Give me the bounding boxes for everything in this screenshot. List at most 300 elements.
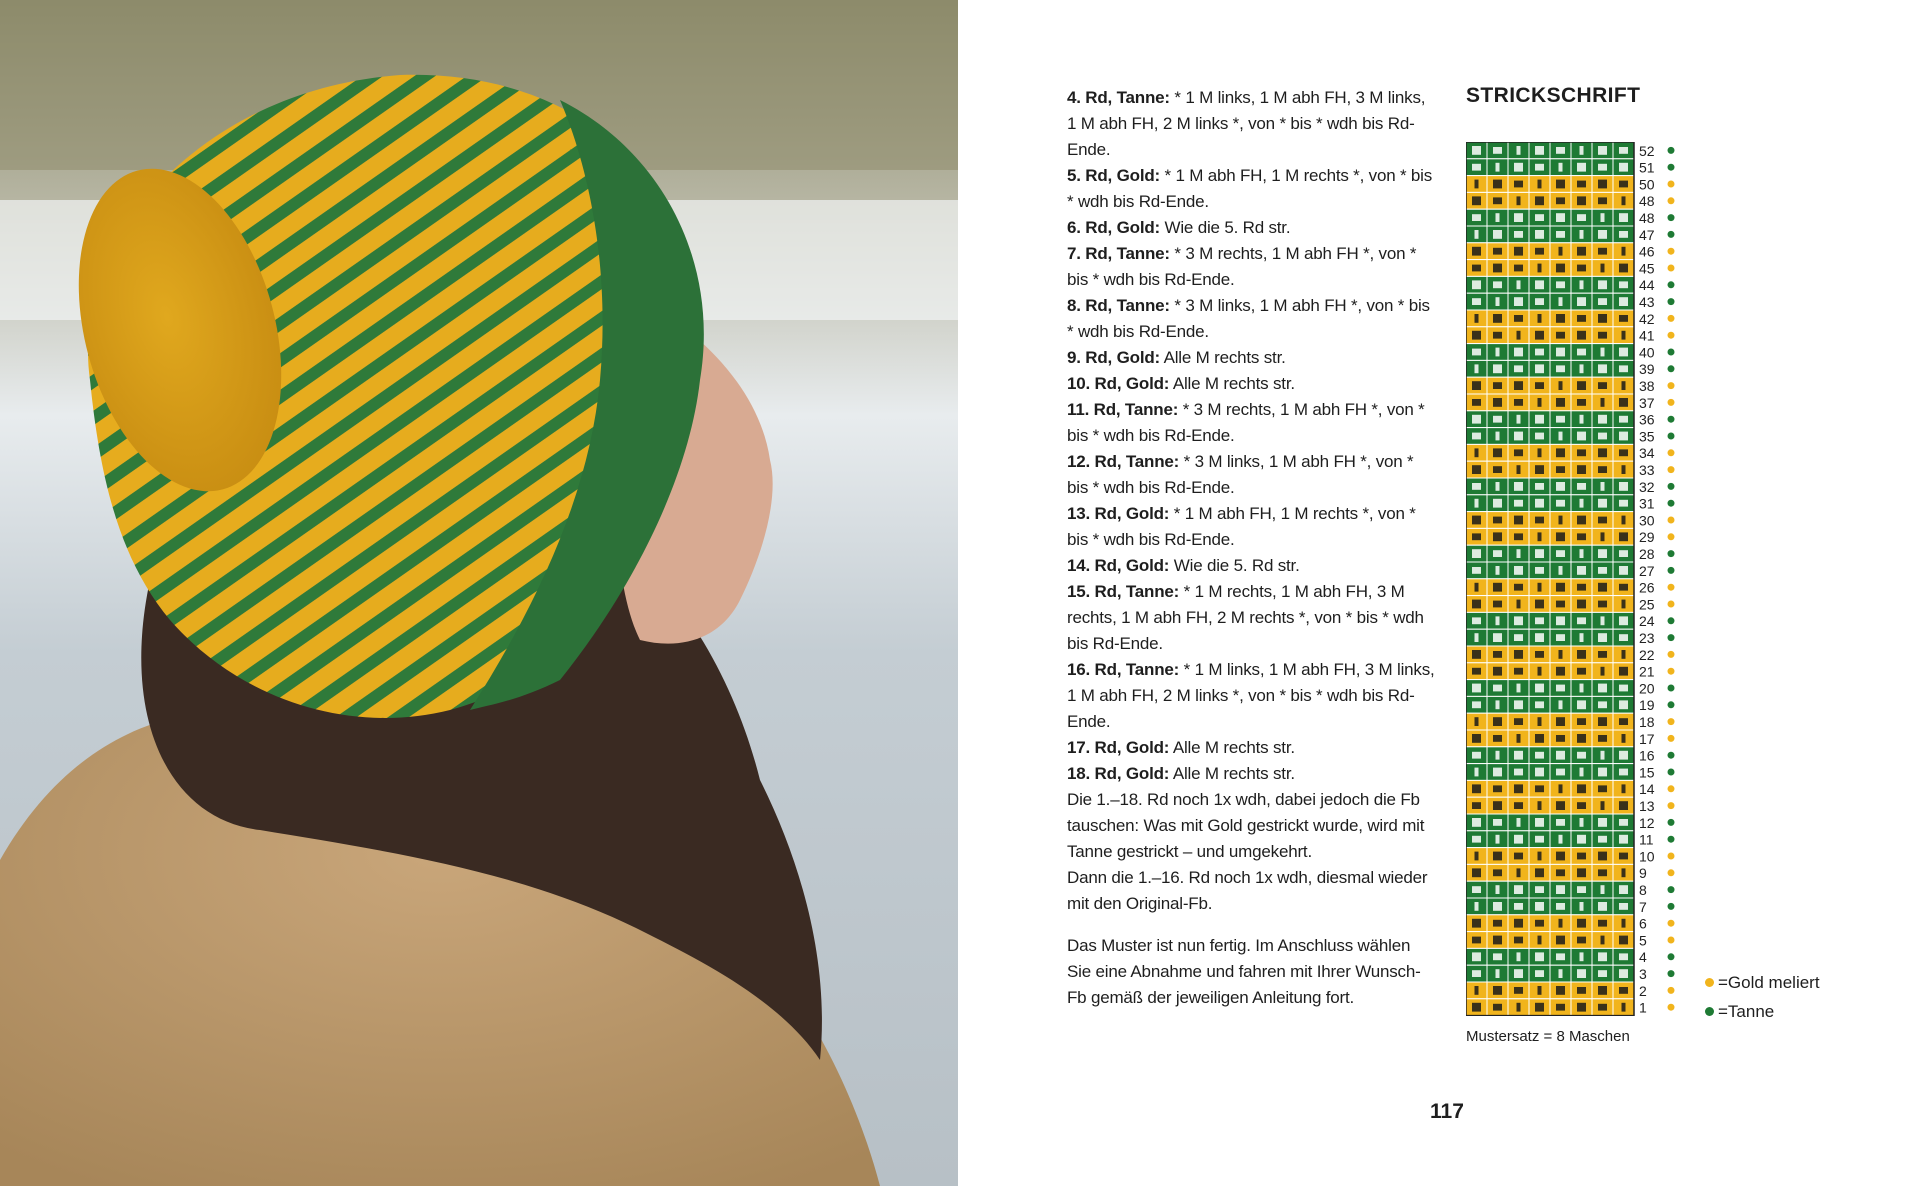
- stitch-symbol: [1619, 432, 1628, 441]
- stitch-symbol: [1577, 516, 1586, 525]
- stitch-symbol: [1601, 616, 1605, 625]
- row-color-dot: [1668, 265, 1675, 272]
- row-color-dot: [1668, 617, 1675, 624]
- stitch-symbol: [1556, 416, 1565, 423]
- stitch-symbol: [1619, 297, 1628, 306]
- stitch-symbol: [1577, 214, 1586, 221]
- stitch-symbol: [1556, 550, 1565, 557]
- stitch-symbol: [1493, 466, 1502, 473]
- repeat-label: Mustersatz = 8 Maschen: [1466, 1028, 1630, 1045]
- stitch-symbol: [1619, 416, 1628, 423]
- row-color-dot: [1668, 533, 1675, 540]
- legend-label: =Gold meliert: [1718, 973, 1820, 992]
- stitch-symbol: [1517, 734, 1521, 743]
- instruction-text: Alle M rechts str.: [1169, 374, 1295, 393]
- instruction-text: * 1 M rechts, 1 M abh FH, 3 M rechts, 1 M abh FH, 2 M rechts *, von * bis * wdh bis Rd-Ende.: [1067, 582, 1424, 653]
- stitch-symbol: [1472, 399, 1481, 406]
- row-color-dot: [1668, 651, 1675, 658]
- stitch-symbol: [1619, 550, 1628, 557]
- stitch-symbol: [1535, 633, 1544, 642]
- stitch-symbol: [1559, 163, 1563, 172]
- stitch-symbol: [1496, 616, 1500, 625]
- stitch-symbol: [1472, 280, 1481, 289]
- stitch-symbol: [1535, 146, 1544, 155]
- instruction-row: [1067, 449, 1437, 501]
- stitch-symbol: [1619, 718, 1628, 725]
- stitch-symbol: [1577, 265, 1586, 272]
- stitch-symbol: [1493, 382, 1502, 389]
- stitch-symbol: [1535, 886, 1544, 893]
- stitch-symbol: [1493, 364, 1502, 373]
- stitch-symbol: [1475, 448, 1479, 457]
- stitch-symbol: [1580, 902, 1584, 911]
- stitch-symbol: [1472, 919, 1481, 928]
- row-color-dot: [1668, 248, 1675, 255]
- stitch-symbol: [1619, 398, 1628, 407]
- instruction-row: [1067, 215, 1437, 241]
- stitch-symbol: [1496, 700, 1500, 709]
- closing-paragraph: Das Muster ist nun fertig. Im Anschluss wählen Sie eine Abnahme und fahren mit Ihrer Wunsch-Fb gemäß der jeweiligen Anleitung fort.: [1067, 936, 1421, 1007]
- stitch-symbol: [1598, 735, 1607, 742]
- stitch-symbol: [1598, 818, 1607, 827]
- stitch-symbol: [1496, 969, 1500, 978]
- stitch-symbol: [1556, 667, 1565, 676]
- stitch-symbol: [1577, 937, 1586, 944]
- stitch-symbol: [1514, 802, 1523, 809]
- stitch-symbol: [1535, 768, 1544, 777]
- stitch-symbol: [1622, 919, 1626, 928]
- row-number: 41: [1639, 327, 1655, 344]
- row-number: 36: [1639, 411, 1655, 428]
- stitch-symbol: [1598, 902, 1607, 911]
- stitch-symbol: [1577, 919, 1586, 928]
- stitch-symbol: [1493, 264, 1502, 273]
- stitch-symbol: [1556, 751, 1565, 760]
- stitch-symbol: [1514, 265, 1523, 272]
- stitch-symbol: [1517, 196, 1521, 205]
- stitch-symbol: [1580, 818, 1584, 827]
- stitch-symbol: [1556, 903, 1565, 910]
- stitch-symbol: [1472, 465, 1481, 474]
- stitch-symbol: [1493, 197, 1502, 204]
- stitch-symbol: [1472, 164, 1481, 171]
- stitch-symbol: [1598, 651, 1607, 658]
- stitch-symbol: [1556, 500, 1565, 507]
- stitch-symbol: [1535, 920, 1544, 927]
- stitch-symbol: [1559, 566, 1563, 575]
- stitch-symbol: [1577, 600, 1586, 609]
- stitch-symbol: [1559, 381, 1563, 390]
- stitch-symbol: [1598, 517, 1607, 524]
- row-number: 44: [1639, 277, 1655, 294]
- instruction-text: Wie die 5. Rd str.: [1169, 556, 1300, 575]
- stitch-symbol: [1577, 432, 1586, 441]
- row-color-dot: [1668, 500, 1675, 507]
- stitch-symbol: [1475, 986, 1479, 995]
- stitch-symbol: [1601, 936, 1605, 945]
- legend-item-green: [1705, 997, 1820, 1026]
- instruction-row: [1067, 501, 1437, 553]
- stitch-symbol: [1619, 751, 1628, 760]
- stitch-symbol: [1619, 801, 1628, 810]
- stitch-symbol: [1472, 701, 1481, 708]
- row-number: 10: [1639, 848, 1655, 865]
- stitch-symbol: [1577, 566, 1586, 575]
- stitch-symbol: [1472, 196, 1481, 205]
- stitch-symbol: [1598, 601, 1607, 608]
- row-color-dot: [1668, 550, 1675, 557]
- stitch-symbol: [1598, 230, 1607, 239]
- instruction-text: * 3 M rechts, 1 M abh FH *, von * bis * wdh bis Rd-Ende.: [1067, 244, 1417, 289]
- stitch-symbol: [1514, 399, 1523, 406]
- instruction-row: [1067, 657, 1437, 735]
- stitch-symbol: [1601, 801, 1605, 810]
- stitch-symbol: [1493, 248, 1502, 255]
- stitch-symbol: [1493, 601, 1502, 608]
- stitch-symbol: [1619, 500, 1628, 507]
- stitch-symbol: [1559, 835, 1563, 844]
- stitch-symbol: [1619, 532, 1628, 541]
- stitch-symbol: [1601, 751, 1605, 760]
- row-color-dot: [1668, 752, 1675, 759]
- row-color-dot: [1668, 903, 1675, 910]
- stitch-symbol: [1535, 517, 1544, 524]
- stitch-symbol: [1598, 684, 1607, 693]
- row-color-dot: [1668, 953, 1675, 960]
- stitch-symbol: [1514, 315, 1523, 322]
- chart-legend: [1705, 968, 1820, 1026]
- stitch-symbol: [1559, 516, 1563, 525]
- stitch-symbol: [1535, 567, 1544, 574]
- row-number: 25: [1639, 596, 1655, 613]
- stitch-symbol: [1580, 549, 1584, 558]
- row-number: 15: [1639, 764, 1655, 781]
- stitch-symbol: [1619, 987, 1628, 994]
- stitch-symbol: [1598, 633, 1607, 642]
- stitch-symbol: [1559, 700, 1563, 709]
- stitch-symbol: [1577, 331, 1586, 340]
- stitch-symbol: [1514, 616, 1523, 625]
- row-color-dot: [1668, 416, 1675, 423]
- stitch-symbol: [1514, 297, 1523, 306]
- row-number: 39: [1639, 361, 1655, 378]
- stitch-symbol: [1535, 196, 1544, 205]
- stitch-symbol: [1493, 398, 1502, 407]
- row-number: 3: [1639, 966, 1647, 982]
- instruction-text: Wie die 5. Rd str.: [1159, 218, 1291, 237]
- row-number: 35: [1639, 428, 1655, 445]
- stitch-symbol: [1472, 617, 1481, 624]
- row-color-dot: [1668, 433, 1675, 440]
- stitch-symbol: [1472, 533, 1481, 540]
- stitch-symbol: [1619, 281, 1628, 288]
- stitch-symbol: [1535, 433, 1544, 440]
- stitch-symbol: [1475, 314, 1479, 323]
- stitch-symbol: [1598, 433, 1607, 440]
- row-number: 1: [1639, 999, 1647, 1016]
- stitch-symbol: [1556, 231, 1565, 238]
- stitch-symbol: [1514, 650, 1523, 659]
- row-color-dot: [1668, 836, 1675, 843]
- stitch-symbol: [1514, 500, 1523, 507]
- stitch-symbol: [1472, 600, 1481, 609]
- row-number: 34: [1639, 445, 1655, 462]
- stitch-symbol: [1577, 163, 1586, 172]
- row-number: 27: [1639, 562, 1655, 579]
- instruction-row: [1067, 85, 1437, 163]
- stitch-symbol: [1580, 952, 1584, 961]
- stitch-symbol: [1598, 466, 1607, 473]
- row-number: 33: [1639, 462, 1655, 478]
- stitch-symbol: [1535, 836, 1544, 843]
- row-color-dot: [1668, 701, 1675, 708]
- stitch-symbol: [1472, 952, 1481, 961]
- stitch-symbol: [1598, 499, 1607, 508]
- stitch-symbol: [1472, 1003, 1481, 1012]
- stitch-symbol: [1472, 734, 1481, 743]
- stitch-symbol: [1493, 448, 1502, 457]
- stitch-symbol: [1556, 466, 1565, 473]
- row-number: 7: [1639, 898, 1647, 915]
- row-color-dot: [1668, 668, 1675, 675]
- row-number: 23: [1639, 630, 1655, 646]
- stitch-symbol: [1619, 616, 1628, 625]
- instruction-label: 8. Rd, Tanne:: [1067, 296, 1170, 315]
- instruction-text: * 1 M abh FH, 1 M rechts *, von * bis * wdh bis Rd-Ende.: [1067, 166, 1433, 211]
- stitch-symbol: [1493, 920, 1502, 927]
- stitch-symbol: [1598, 701, 1607, 708]
- stitch-symbol: [1535, 298, 1544, 305]
- stitch-symbol: [1619, 700, 1628, 709]
- row-number: 43: [1639, 294, 1655, 310]
- hat-photo: [0, 0, 958, 1186]
- stitch-symbol: [1517, 549, 1521, 558]
- row-number: 31: [1639, 495, 1655, 512]
- instruction-row: [1067, 761, 1437, 787]
- stitch-symbol: [1472, 483, 1481, 490]
- stitch-symbol: [1556, 180, 1565, 189]
- stitch-symbol: [1514, 903, 1523, 910]
- stitch-symbol: [1496, 566, 1500, 575]
- stitch-symbol: [1535, 549, 1544, 558]
- stitch-symbol: [1514, 718, 1523, 725]
- stitch-symbol: [1598, 549, 1607, 558]
- stitch-symbol: [1619, 181, 1628, 188]
- stitch-symbol: [1577, 734, 1586, 743]
- row-color-dot: [1668, 466, 1675, 473]
- stitch-symbol: [1538, 667, 1542, 676]
- stitch-symbol: [1556, 869, 1565, 876]
- stitch-symbol: [1538, 314, 1542, 323]
- stitch-symbol: [1577, 886, 1586, 893]
- instruction-label: 11. Rd, Tanne:: [1067, 400, 1179, 419]
- stitch-symbol: [1472, 802, 1481, 809]
- stitch-symbol: [1556, 448, 1565, 457]
- stitch-symbol: [1535, 684, 1544, 693]
- stitch-symbol: [1472, 868, 1481, 877]
- instruction-label: 17. Rd, Gold:: [1067, 738, 1170, 757]
- stitch-symbol: [1472, 415, 1481, 424]
- stitch-symbol: [1601, 482, 1605, 491]
- stitch-symbol: [1493, 768, 1502, 777]
- stitch-symbol: [1514, 700, 1523, 709]
- stitch-symbol: [1493, 532, 1502, 541]
- stitch-symbol: [1493, 717, 1502, 726]
- row-color-dot: [1668, 332, 1675, 339]
- row-color-dot: [1668, 718, 1675, 725]
- stitch-symbol: [1496, 297, 1500, 306]
- stitch-symbol: [1622, 600, 1626, 609]
- row-color-dot: [1668, 584, 1675, 591]
- stitch-symbol: [1580, 280, 1584, 289]
- stitch-symbol: [1514, 381, 1523, 390]
- stitch-symbol: [1577, 584, 1586, 591]
- stitch-symbol: [1496, 432, 1500, 441]
- stitch-symbol: [1493, 416, 1502, 423]
- row-color-dot: [1668, 181, 1675, 188]
- stitch-symbol: [1496, 348, 1500, 357]
- stitch-symbol: [1577, 617, 1586, 624]
- stitch-symbol: [1577, 668, 1586, 675]
- stitch-symbol: [1577, 181, 1586, 188]
- stitch-symbol: [1472, 298, 1481, 305]
- row-color-dot: [1668, 567, 1675, 574]
- stitch-symbol: [1535, 415, 1544, 424]
- row-color-dot: [1668, 685, 1675, 692]
- row-number: 45: [1639, 260, 1655, 277]
- stitch-symbol: [1475, 902, 1479, 911]
- stitch-symbol: [1580, 364, 1584, 373]
- stitch-symbol: [1556, 986, 1565, 995]
- stitch-symbol: [1559, 650, 1563, 659]
- row-number: 14: [1639, 781, 1655, 798]
- stitch-symbol: [1472, 567, 1481, 574]
- instruction-label: 9. Rd, Gold:: [1067, 348, 1160, 367]
- stitch-symbol: [1559, 919, 1563, 928]
- stitch-symbol: [1475, 768, 1479, 777]
- instruction-row: [1067, 241, 1437, 293]
- stitch-symbol: [1517, 331, 1521, 340]
- stitch-symbol: [1517, 868, 1521, 877]
- stitch-symbol: [1493, 517, 1502, 524]
- stitch-symbol: [1472, 381, 1481, 390]
- row-color-dot: [1668, 214, 1675, 221]
- stitch-symbol: [1619, 969, 1628, 978]
- row-color-dot: [1668, 819, 1675, 826]
- stitch-symbol: [1556, 735, 1565, 742]
- stitch-symbol: [1580, 768, 1584, 777]
- stitch-symbol: [1559, 969, 1563, 978]
- instruction-text: Dann die 1.–16. Rd noch 1x wdh, diesmal wieder mit den Original-Fb.: [1067, 868, 1428, 913]
- stitch-symbol: [1535, 701, 1544, 708]
- stitch-symbol: [1472, 146, 1481, 155]
- stitch-symbol: [1577, 247, 1586, 256]
- stitch-symbol: [1556, 819, 1565, 826]
- stitch-symbol: [1577, 868, 1586, 877]
- stitch-symbol: [1622, 196, 1626, 205]
- stitch-symbol: [1472, 886, 1481, 893]
- stitch-symbol: [1559, 784, 1563, 793]
- chart-grid: [1466, 142, 1686, 1016]
- stitch-symbol: [1619, 936, 1628, 945]
- instruction-text: * 1 M links, 1 M abh FH, 3 M links, 1 M abh FH, 2 M links *, von * bis * wdh bis Rd-Ende.: [1067, 88, 1426, 159]
- stitch-symbol: [1556, 314, 1565, 323]
- stitch-symbol: [1598, 768, 1607, 777]
- stitch-symbol: [1514, 751, 1523, 760]
- stitch-symbol: [1496, 213, 1500, 222]
- stitch-symbol: [1577, 1003, 1586, 1012]
- stitch-symbol: [1598, 248, 1607, 255]
- row-color-dot: [1668, 147, 1675, 154]
- stitch-symbol: [1598, 986, 1607, 995]
- stitch-symbol: [1598, 952, 1607, 961]
- stitch-symbol: [1556, 332, 1565, 339]
- stitch-symbol: [1493, 332, 1502, 339]
- stitch-symbol: [1556, 213, 1565, 222]
- instruction-row: [1067, 787, 1437, 865]
- stitch-symbol: [1622, 784, 1626, 793]
- stitch-symbol: [1472, 970, 1481, 977]
- stitch-symbol: [1514, 482, 1523, 491]
- stitch-symbol: [1580, 684, 1584, 693]
- stitch-symbol: [1535, 164, 1544, 171]
- row-color-dot: [1668, 365, 1675, 372]
- stitch-symbol: [1577, 987, 1586, 994]
- row-color-dot: [1668, 449, 1675, 456]
- stitch-symbol: [1577, 349, 1586, 356]
- stitch-symbol: [1535, 331, 1544, 340]
- row-color-dot: [1668, 483, 1675, 490]
- stitch-symbol: [1577, 196, 1586, 205]
- stitch-symbol: [1619, 885, 1628, 894]
- stitch-symbol: [1535, 465, 1544, 474]
- stitch-symbol: [1472, 684, 1481, 693]
- stitch-symbol: [1472, 349, 1481, 356]
- stitch-symbol: [1535, 902, 1544, 911]
- stitch-symbol: [1514, 213, 1523, 222]
- stitch-symbol: [1556, 482, 1565, 491]
- stitch-symbol: [1535, 752, 1544, 759]
- row-color-dot: [1668, 197, 1675, 204]
- stitch-symbol: [1535, 364, 1544, 373]
- stitch-symbol: [1619, 566, 1628, 575]
- instruction-label: 4. Rd, Tanne:: [1067, 88, 1170, 107]
- stitch-symbol: [1556, 885, 1565, 894]
- stitch-symbol: [1598, 717, 1607, 726]
- page-number: 117: [1430, 1100, 1464, 1123]
- stitch-symbol: [1577, 449, 1586, 456]
- stitch-symbol: [1514, 584, 1523, 591]
- stitch-symbol: [1535, 734, 1544, 743]
- stitch-symbol: [1517, 684, 1521, 693]
- row-number: 29: [1639, 529, 1655, 546]
- row-color-dot: [1668, 634, 1675, 641]
- stitch-symbol: [1598, 448, 1607, 457]
- stitch-symbol: [1472, 331, 1481, 340]
- stitch-symbol: [1493, 550, 1502, 557]
- stitch-symbol: [1598, 197, 1607, 204]
- instruction-row: [1067, 579, 1437, 657]
- stitch-symbol: [1577, 835, 1586, 844]
- row-color-dot: [1668, 987, 1675, 994]
- stitch-symbol: [1472, 650, 1481, 659]
- row-number: 2: [1639, 982, 1647, 999]
- row-color-dot: [1668, 517, 1675, 524]
- stitch-symbol: [1619, 365, 1628, 372]
- stitch-symbol: [1493, 281, 1502, 288]
- green-dot-icon: [1705, 1007, 1714, 1016]
- stitch-symbol: [1601, 348, 1605, 357]
